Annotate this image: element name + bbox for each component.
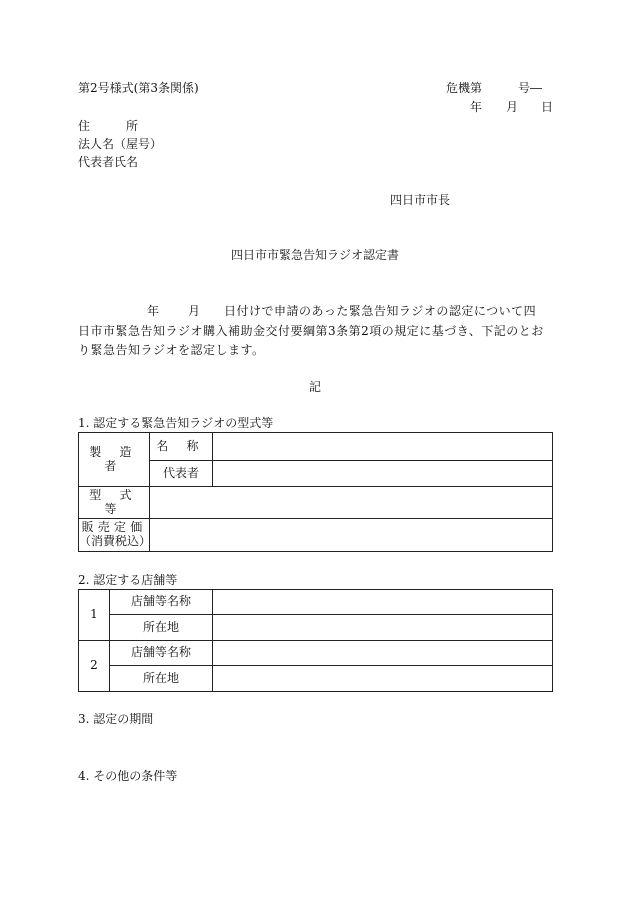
store-2-number: 2: [79, 641, 110, 692]
document-number-prefix: 危機第: [446, 81, 483, 95]
form-number: 第2号様式(第3条関係): [78, 81, 199, 95]
store-2-address-field[interactable]: [213, 666, 553, 692]
store-2-name-label: 店舗等名称: [110, 641, 213, 666]
store-table: [78, 589, 553, 692]
body-line-2: 日市市緊急告知ラジオ購入補助金交付要綱第3条第2項の規定に基づき、下記のとお: [78, 324, 544, 338]
price-label-cell: [79, 519, 150, 552]
model-label: 型 式 等: [79, 487, 150, 519]
date-day: 日: [541, 100, 554, 114]
maker-representative-field[interactable]: [213, 461, 553, 487]
representative-name-label: 代表者氏名: [78, 155, 139, 169]
address-label: 住 所: [78, 119, 139, 133]
issuer: 四日市市長: [390, 193, 451, 207]
ki-marker: 記: [308, 380, 321, 394]
price-field[interactable]: [150, 519, 553, 552]
store-2-name-field[interactable]: [213, 641, 553, 666]
document-number-suffix: 号―: [518, 81, 543, 95]
section1-heading: 1. 認定する緊急告知ラジオの型式等: [78, 416, 274, 430]
store-1-address-label: 所在地: [110, 615, 213, 641]
price-label: 販売定価: [81, 520, 147, 535]
store-1-name-field[interactable]: [213, 590, 553, 615]
body-year: 年: [147, 304, 160, 318]
maker-label: 製 造 者: [79, 433, 150, 487]
body-month: 月: [188, 304, 201, 318]
store-1-name-label: 店舗等名称: [110, 590, 213, 615]
date-month: 月: [506, 100, 519, 114]
price-tax-note: （消費税込）: [79, 534, 152, 548]
maker-name-label: 名 称: [150, 433, 213, 461]
store-1-number: 1: [79, 590, 110, 641]
section2-heading: 2. 認定する店舗等: [78, 573, 178, 587]
model-field[interactable]: [150, 487, 553, 519]
body-line-1: 日付けで申請のあった緊急告知ラジオの認定について四: [224, 304, 537, 318]
corporate-name-label: 法人名（屋号）: [78, 137, 163, 151]
document-title: 四日市市緊急告知ラジオ認定書: [230, 248, 399, 262]
radio-model-table: [78, 432, 553, 552]
section4-heading: 4. その他の条件等: [78, 769, 178, 783]
maker-name-field[interactable]: [213, 433, 553, 461]
store-1-address-field[interactable]: [213, 615, 553, 641]
section3-heading: 3. 認定の期間: [78, 712, 154, 726]
body-line-3: り緊急告知ラジオを認定します。: [78, 343, 265, 357]
store-2-address-label: 所在地: [110, 666, 213, 692]
date-year: 年: [470, 100, 483, 114]
maker-representative-label: 代表者: [150, 461, 213, 487]
